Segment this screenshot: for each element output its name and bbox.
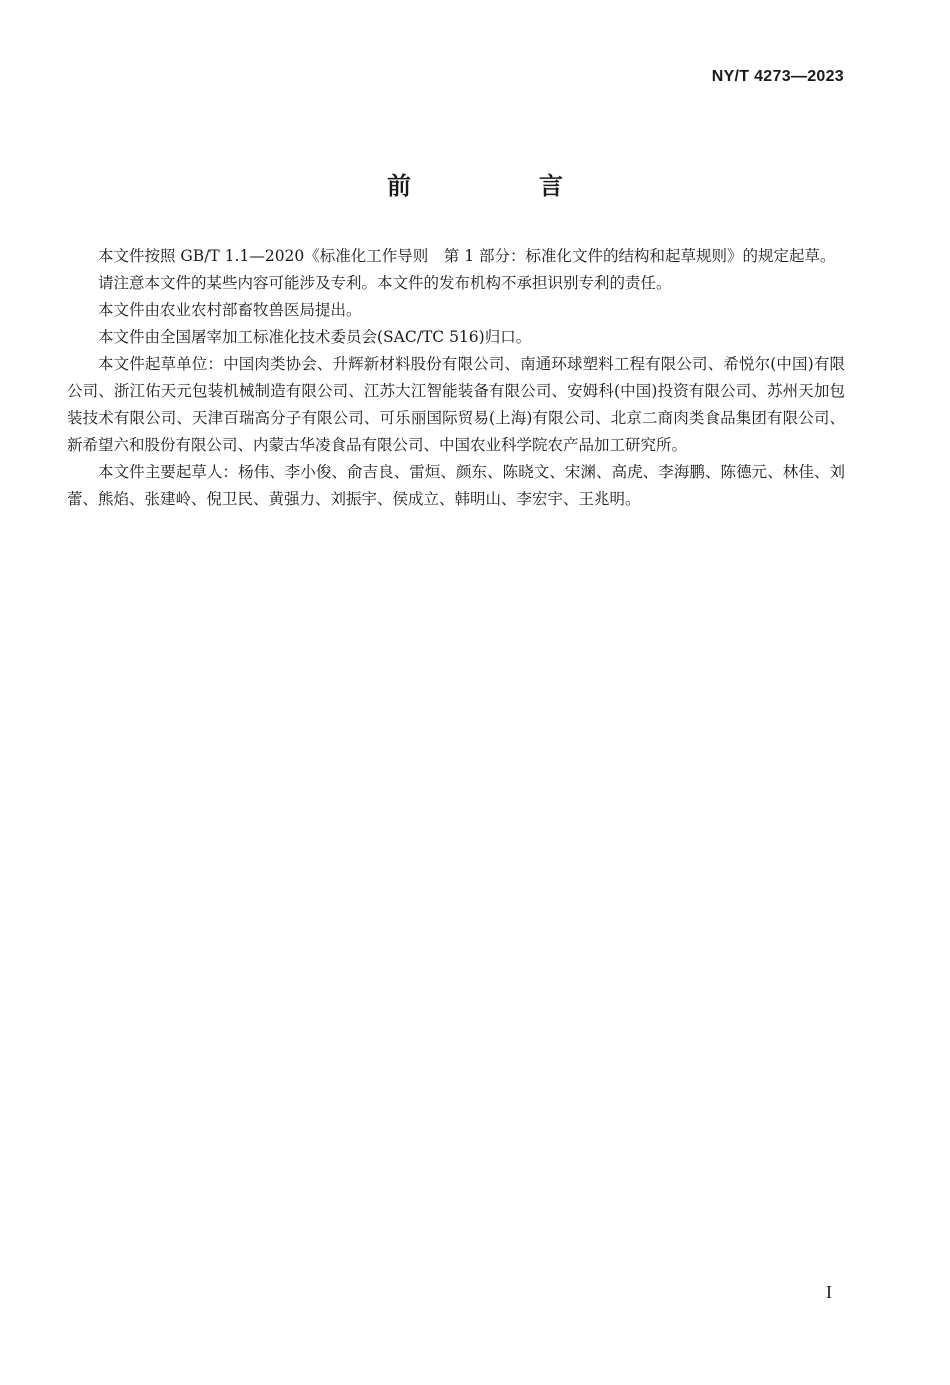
paragraph-drafting-organizations: 本文件起草单位：中国肉类协会、升辉新材料股份有限公司、南通环球塑料工程有限公司、希悦尔(中国)有限公司、浙江佑天元包装机械制造有限公司、江苏大江智能装备有限公司、安姆科(中国)投资有限公司、苏州天加包装技术有限公司、天津百瑞高分子有限公司、可乐丽国际贸易(上海)有限公司、北京二商肉类食品集团有限公司、新希望六和股份有限公司、内蒙古华凌食品有限公司、中国农业科学院农产品加工研究所。 bbox=[67, 355, 845, 454]
paragraph-proposer: 本文件由农业农村部畜牧兽医局提出。 bbox=[98, 301, 362, 319]
page-number: I bbox=[826, 1282, 832, 1302]
standard-code: NY/T 4273—2023 bbox=[711, 68, 844, 85]
paragraph-drafting-rules: 本文件按照 GB/T 1.1—2020《标准化工作导则 第 1 部分：标准化文件的结构和起草规则》的规定起草。 bbox=[98, 247, 836, 265]
paragraph-patent-notice: 请注意本文件的某些内容可能涉及专利。本文件的发布机构不承担识别专利的责任。 bbox=[98, 274, 672, 292]
paragraph-technical-committee: 本文件由全国屠宰加工标准化技术委员会(SAC/TC 516)归口。 bbox=[98, 328, 532, 346]
page-title: 前 言 bbox=[387, 172, 615, 200]
foreword-body bbox=[67, 243, 845, 513]
paragraph-drafters: 本文件主要起草人：杨伟、李小俊、俞吉良、雷烜、颜东、陈晓文、宋渊、高虎、李海鹏、陈德元、林佳、刘蕾、熊焰、张建岭、倪卫民、黄强力、刘振宇、侯成立、韩明山、李宏宇、王兆明。 bbox=[67, 463, 845, 508]
